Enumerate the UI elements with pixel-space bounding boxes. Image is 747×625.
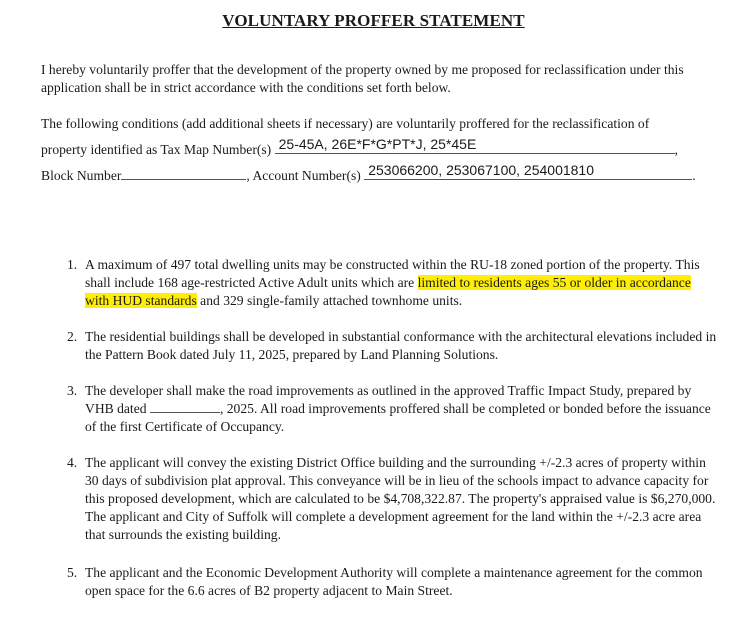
list-item-text: The applicant and the Economic Development Authority will complete a maintenance agreement for the common open space for the 6.6 acres of B2 property adjacent to Main Street. xyxy=(85,565,703,598)
block-number-label: Block Number xyxy=(41,168,122,183)
list-item-number: 4. xyxy=(67,455,78,470)
conditions-line-3: Block Number , Account Number(s) 253066200, 253067100, 254001810 . xyxy=(41,162,696,183)
conditions-line-2: property identified as Tax Map Number(s) 25-45A, 26E*F*G*PT*J, 25*45E , xyxy=(41,136,679,157)
account-number-label: , Account Number(s) xyxy=(246,168,361,183)
highlighted-text: limited to residents ages 55 or older in accordance with HUD standards xyxy=(85,275,691,308)
tax-map-value: 25-45A, 26E*F*G*PT*J, 25*45E xyxy=(278,136,477,152)
account-number-field[interactable] xyxy=(364,162,692,180)
page-title: VOLUNTARY PROFFER STATEMENT xyxy=(222,11,525,30)
intro-paragraph: I hereby voluntarily proffer that the development of the property owned by me proposed for reclassification under this application shall be in strict accordance with the conditions set forth below. xyxy=(41,62,684,95)
conditions-paragraph xyxy=(41,115,731,185)
conditions-line-1: The following conditions (add additional sheets if necessary) are voluntarily proffered for the reclassification of xyxy=(41,116,650,131)
traffic-study-date-field[interactable] xyxy=(150,400,220,413)
tax-map-label: property identified as Tax Map Number(s) xyxy=(41,142,272,157)
list-item-text: The residential buildings shall be developed in substantial conformance with the architectural elevations included in the Pattern Book dated July 11, 2025, prepared by Land Planning Solutions. xyxy=(85,329,717,362)
list-item-number: 2. xyxy=(67,329,78,344)
list-item-text: The applicant will convey the existing District Office building and the surrounding +/-2.3 acres of property within 30 days of subdivision plat approval. This conveyance will be in lieu of the schools impact to advance capacity for this proposed development, which are calculated to be $4,708,322.87. The property's appraised value is $6,270,000. The applicant and City of Suffolk will complete a development agreement for the land within the +/-2.3 acre area that surrounds the existing building. xyxy=(85,455,716,542)
list-item-text: The developer shall make the road improvements as outlined in the approved Traffic Impact Study, prepared by VHB dated , 2025. All road improvements proffered shall be completed or bonded before the issuance of the first Certificate of Occupancy. xyxy=(85,383,711,434)
list-item-number: 3. xyxy=(67,383,78,398)
list-item-text: A maximum of 497 total dwelling units may be constructed within the RU-18 zoned portion of the property. This shall include 168 age-restricted Active Adult units which are limited to residents ages 55 or older in accordance with HUD standards and 329 single-family attached townhome units. xyxy=(85,257,700,308)
list-item-number: 1. xyxy=(67,257,78,272)
block-number-field[interactable] xyxy=(121,165,246,180)
account-number-value: 253066200, 253067100, 254001810 xyxy=(368,162,595,178)
list-item-number: 5. xyxy=(67,565,78,580)
